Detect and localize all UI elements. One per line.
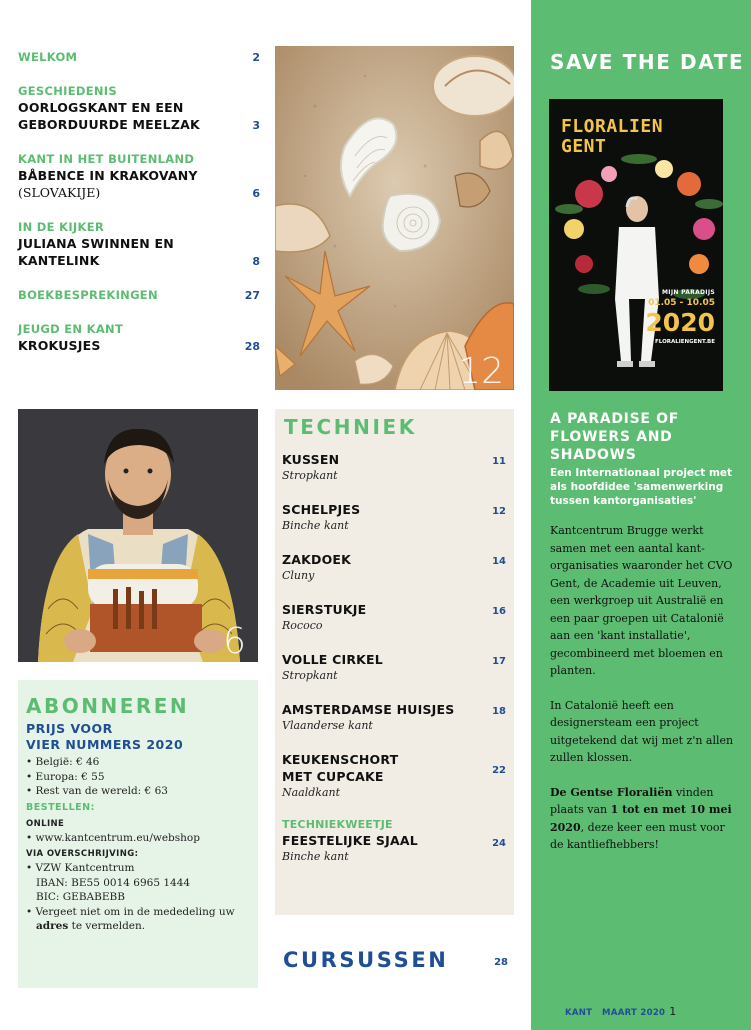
poster-brand-line: FLORALIEN <box>561 116 664 137</box>
technique-subtitle: Rococo <box>282 619 323 632</box>
technique-list <box>282 451 506 865</box>
toc-title: OORLOGSKANT EN EEN GEBORDUURDE MEELZAK <box>18 100 200 132</box>
subscribe-box <box>18 680 258 988</box>
article-lede: Een Internationaal project met als hoofdidee 'samenwerking tussen kantorganisaties' <box>550 467 733 507</box>
courses-entry[interactable] <box>283 947 508 973</box>
poster-tagline: MIJN PARADIJS <box>662 289 715 296</box>
toc-entry-geschiedenis[interactable] <box>18 84 260 133</box>
photo-page-number: 12 <box>458 351 504 390</box>
price-item: • Europa: € 55 <box>26 770 105 783</box>
folio-page-number: 1 <box>669 1005 677 1018</box>
article-text: vinden plaats van <box>550 785 714 816</box>
sand-shells-illustration <box>275 46 514 390</box>
technique-title: SIERSTUKJE <box>282 602 367 617</box>
toc-kicker: WELKOM <box>18 50 78 64</box>
page-folio <box>565 1005 677 1018</box>
toc-kicker: BOEKBESPREKINGEN <box>18 288 158 302</box>
folio-label: KANT MAART 2020 <box>565 1008 666 1018</box>
toc-page-number: 8 <box>252 255 260 268</box>
transfer-line: • VZW Kantcentrum <box>26 862 135 874</box>
toc-page-number: 3 <box>252 119 260 132</box>
toc-title: KROKUSJES <box>18 338 101 353</box>
note-line <box>26 919 250 934</box>
technique-page: 22 <box>492 765 506 776</box>
toc-kicker: KANT IN HET BUITENLAND <box>18 152 195 166</box>
technique-page: 11 <box>492 456 506 467</box>
technique-subtitle: Vlaanderse kant <box>282 719 373 732</box>
toc-page-number: 28 <box>244 340 260 353</box>
transfer-line: BIC: GEBABEBB <box>36 891 125 903</box>
article-bold: De Gentse Floraliën <box>550 785 673 799</box>
price-title-line: VIER NUMMERS 2020 <box>26 737 184 752</box>
save-the-date-column <box>531 0 751 1030</box>
transfer-label: VIA OVERSCHRIJVING: <box>26 849 139 859</box>
technique-item[interactable] <box>282 701 506 734</box>
technique-page: 18 <box>492 706 506 717</box>
poster-url: FLORALIENGENT.BE <box>655 339 715 345</box>
poster-brand <box>561 117 663 157</box>
note-line <box>26 905 250 920</box>
article-paragraph: In Catalonië heeft een designersteam een project uitgetekend dat wij met z'n allen zullen klossen. <box>550 698 734 764</box>
technique-item[interactable] <box>282 501 506 534</box>
technique-item[interactable] <box>282 818 506 865</box>
toc-kicker: IN DE KIJKER <box>18 220 105 234</box>
technique-page: 16 <box>492 606 506 617</box>
photo-page-number: 6 <box>223 621 246 662</box>
courses-title: CURSUSSEN <box>283 948 449 972</box>
article-body <box>550 522 738 854</box>
note-bold: adres <box>36 920 69 932</box>
floralien-poster <box>549 99 723 391</box>
transfer-lines <box>26 861 250 934</box>
courses-page: 28 <box>494 957 508 968</box>
technique-heading: TECHNIEK <box>284 415 417 439</box>
technique-item[interactable] <box>282 451 506 484</box>
online-lines <box>26 831 250 846</box>
technique-page: 14 <box>492 556 506 567</box>
technique-subtitle: Cluny <box>282 569 315 582</box>
paradise-article <box>550 410 738 871</box>
toc-title: BÅBENCE IN KRAKOVANY <box>18 168 198 183</box>
poster-dates <box>645 289 715 347</box>
note-suffix: te vermelden. <box>68 920 146 932</box>
technique-title: ZAKDOEK <box>282 552 352 567</box>
lacemaker-photo <box>18 409 258 662</box>
poster-year: 2020 <box>645 308 715 337</box>
webshop-link[interactable]: • www.kantcentrum.eu/webshop <box>26 831 200 844</box>
article-headline: A PARADISE OF FLOWERS AND SHADOWS <box>550 411 680 463</box>
transfer-line: IBAN: BE55 0014 6965 1444 <box>36 876 191 889</box>
toc-entry-welkom[interactable] <box>18 50 260 65</box>
technique-box <box>275 409 514 915</box>
toc-page-number: 6 <box>252 187 260 200</box>
poster-date-range: 01.05 - 10.05 <box>648 298 715 308</box>
toc-page-number: 27 <box>244 289 260 302</box>
toc-entry-jeugd[interactable] <box>18 322 260 354</box>
toc-title: JULIANA SWINNEN EN KANTELINK <box>18 236 174 268</box>
technique-title: AMSTERDAMSE HUISJES <box>282 702 455 717</box>
technique-page: 12 <box>492 506 506 517</box>
technique-subtitle: Naaldkant <box>282 786 341 799</box>
toc-title-suffix: (SLOVAKIJE) <box>18 185 101 200</box>
technique-subtitle: Binche kant <box>282 850 349 863</box>
technique-subtitle: Binche kant <box>282 519 349 532</box>
article-text: , deze keer een must voor de kantliefhebbers! <box>550 820 725 851</box>
article-bold: 1 tot en met 10 mei 2020 <box>550 803 732 834</box>
subscribe-heading: ABONNEREN <box>26 694 190 718</box>
toc-entry-buitenland[interactable] <box>18 152 260 201</box>
toc-entry-kijker[interactable] <box>18 220 260 269</box>
lacemaker-illustration <box>18 409 258 662</box>
technique-item[interactable] <box>282 751 506 801</box>
technique-subtitle: Stropkant <box>282 669 338 682</box>
technique-item[interactable] <box>282 551 506 584</box>
technique-item[interactable] <box>282 601 506 634</box>
technique-title: KUSSEN <box>282 452 340 467</box>
toc-page-number: 2 <box>252 51 260 64</box>
toc-entry-boekbesprekingen[interactable] <box>18 288 260 303</box>
technique-title: SCHELPJES <box>282 502 361 517</box>
table-of-contents <box>18 50 260 373</box>
technique-title: FEESTELIJKE SJAAL <box>282 833 418 848</box>
poster-brand-line: GENT <box>561 136 607 157</box>
note-prefix: • Vergeet niet om in de mededeling uw <box>26 905 235 918</box>
price-list <box>26 755 250 799</box>
price-title-line: PRIJS VOOR <box>26 721 113 736</box>
order-title: BESTELLEN: <box>26 801 95 813</box>
technique-page: 17 <box>492 656 506 667</box>
lace-shells-photo <box>275 46 514 390</box>
technique-page: 24 <box>492 838 506 849</box>
online-label: ONLINE <box>26 818 65 829</box>
price-item: • Rest van de wereld: € 63 <box>26 785 168 797</box>
price-item: • België: € 46 <box>26 756 100 768</box>
technique-title: KEUKENSCHORT MET CUPCAKE <box>282 752 399 784</box>
technique-item[interactable] <box>282 651 506 684</box>
price-title <box>26 721 250 753</box>
article-paragraph <box>550 784 738 854</box>
technique-subtitle: Stropkant <box>282 469 338 482</box>
save-the-date-heading: SAVE THE DATE <box>550 50 745 74</box>
article-paragraph: Kantcentrum Brugge werkt samen met een aantal kant-organisaties waaronder het CVO Gent, de Academie uit Leuven, een werkgroep uit Australië en een paar groepen uit Catalonië aan een 'kant installatie', gecombineerd met bloemen en planten. <box>550 524 733 677</box>
toc-kicker: GESCHIEDENIS <box>18 84 117 98</box>
technique-kicker: TECHNIEKWEETJE <box>282 818 393 831</box>
toc-kicker: JEUGD EN KANT <box>18 322 124 336</box>
technique-title: VOLLE CIRKEL <box>282 652 383 667</box>
